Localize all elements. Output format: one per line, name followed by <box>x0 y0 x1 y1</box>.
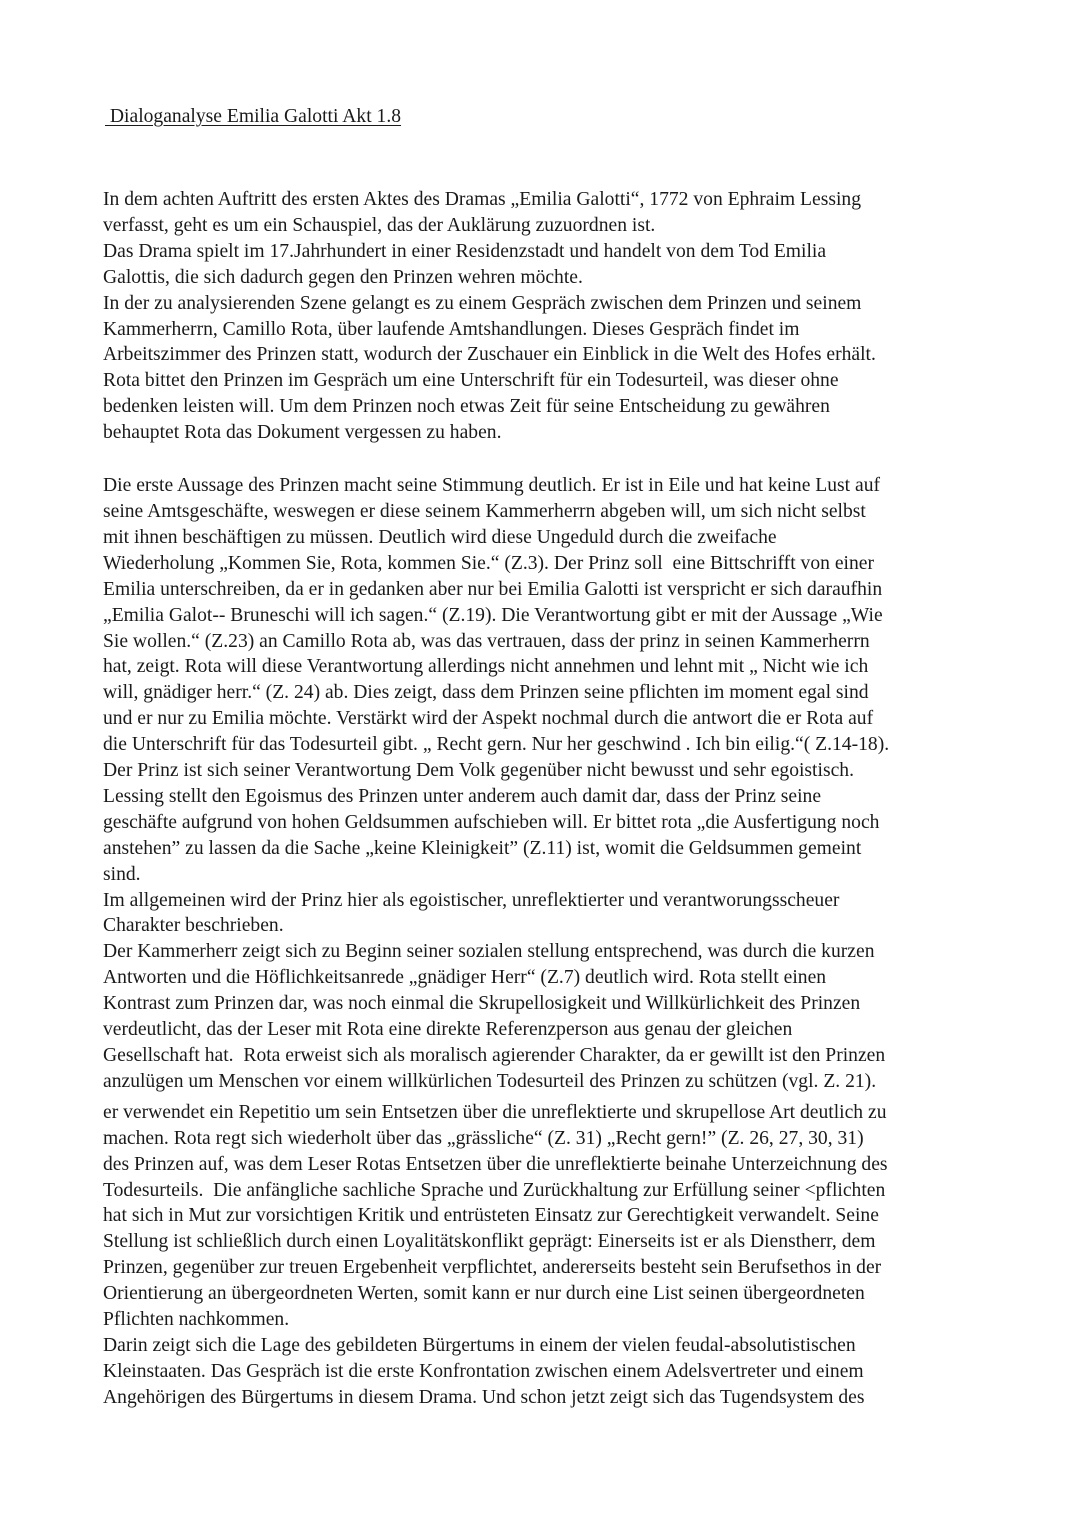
document-page <box>103 104 983 1411</box>
spacer <box>103 446 983 473</box>
paragraph-introduction: In dem achten Auftritt des ersten Aktes des Dramas „Emilia Galotti“, 1772 von Ephraim Lessing verfasst, geht es um ein Schauspiel, das der Auklärung zuzuordnen ist. Das Drama spielt im 17.Jahrhundert in einer Residenzstadt und handelt von dem Tod Emilia Galottis, die sich dadurch gegen den Prinzen wehren möchte. In der zu analysierenden Szene gelangt es zu einem Gespräch zwischen dem Prinzen und seinem Kammerherrn, Camillo Rota, über laufende Amtshandlungen. Dieses Gespräch findet im Arbeitszimmer des Prinzen statt, wodurch der Zuschauer ein Einblick in die Welt des Hofes erhält. Rota bittet den Prinzen im Gespräch um eine Unterschrift für ein Todesurteil, was dieser ohne bedenken leisten will. Um dem Prinzen noch etwas Zeit für seine Entscheidung zu gewähren behauptet Rota das Dokument vergessen zu haben. <box>103 189 876 444</box>
paragraph-analysis: Die erste Aussage des Prinzen macht seine Stimmung deutlich. Er ist in Eile und hat keine Lust auf seine Amtsgeschäfte, weswegen er diese seinem Kammerherrn abgeben will, um sich nicht selbst mit ihnen beschäftigen zu müssen. Deutlich wird diese Ungeduld durch die zweifache Wiederholung „Kommen Sie, Rota, kommen Sie.“ (Z.3). Der Prinz soll eine Bittschrifft von einer Emilia unterschreiben, da er in gedanken aber nur bei Emilia Galotti ist verspricht er sich daraufhin „Emilia Galot-- Bruneschi will ich sagen.“ (Z.19). Die Verantwortung gibt er mit der Aussage „Wie Sie wollen.“ (Z.23) an Camillo Rota ab, was das vertrauen, dass der prinz in seinen Kammerherrn hat, zeigt. Rota will diese Verantwortung allerdings nicht annehmen und lehnt mit „ Nicht wie ich will, gnädiger herr.“ (Z. 24) ab. Dies zeigt, dass dem Prinzen seine pflichten im moment egal sind und er nur zu Emilia möchte. Verstärkt wird der Aspekt nochmal durch die antwort die er Rota auf die Unterschrift für das Todesurteil gibt. „ Recht gern. Nur her geschwind . Ich bin eilig.“( Z.14-18). Der Prinz ist sich seiner Verantwortung Dem Volk gegenüber nicht bewusst und sehr egoistisch. Lessing stellt den Egoismus des Prinzen unter anderem auch damit dar, dass der Prinz seine geschäfte aufgrund von hohen Geldsummen aufschieben will. Er bittet rota „die Ausfertigung noch anstehen” zu lassen da die Sache „keine Kleinigkeit” (Z.11) ist, womit die Geldsummen gemeint sind. Im allgemeinen wird der Prinz hier als egoistischer, unreflektierter und verantworungsscheuer Charakter beschrieben. Der Kammerherr zeigt sich zu Beginn seiner sozialen stellung entsprechend, was durch die kurzen Antworten und die Höflichkeitsanrede „gnädiger Herr“ (Z.7) deutlich wird. Rota stellt einen Kontrast zum Prinzen dar, was noch einmal die Skrupellosigkeit und Willkürlichkeit des Prinzen verdeutlicht, das der Leser mit Rota eine direkte Referenzperson aus genau der gleichen Gesellschaft hat. Rota erweist sich als moralisch agierender Charakter, da er gewillt ist den Prinzen anzulügen um Menschen vor einem willkürlichen Todesurteil des Prinzen zu schützen (vgl. Z. 21). <box>103 475 890 1092</box>
paragraph-continuation: er verwendet ein Repetitio um sein Entsetzen über die unreflektierte und skrupellose Art deutlich zu machen. Rota regt sich wiederholt über das „grässliche“ (Z. 31) „Recht gern!” (Z. 26, 27, 30, 31) des Prinzen auf, was dem Leser Rotas Entsetzen über die unreflektierte beinahe Unterzeichnung des Todesurteils. Die anfängliche sachliche Sprache und Zurückhaltung zur Erfüllung seiner <pflichten hat sich in Mut zur vorsichtigen Kritik und entrüsteten Einsatz zur Gerechtigkeit verwandelt. Seine Stellung ist schließlich durch einen Loyalitätskonflikt geprägt: Einerseits ist er als Dienstherr, dem Prinzen, gegenüber zur treuen Ergebenheit verpflichtet, andererseits besteht sein Berufsethos in der Orientierung an übergeordneten Werten, somit kann er nur durch eine List seinen übergeordneten Pflichten nachkommen. Darin zeigt sich die Lage des gebildeten Bürgertums in einem der vielen feudal-absolutistischen Kleinstaaten. Das Gespräch ist die erste Konfrontation zwischen einem Adelsvertreter und einem Angehörigen des Bürgertums in diesem Drama. Und schon jetzt zeigt sich das Tugendsystem des <box>103 1101 888 1408</box>
spacer <box>103 130 983 187</box>
document-title: Dialoganalyse Emilia Galotti Akt 1.8 <box>105 106 402 127</box>
